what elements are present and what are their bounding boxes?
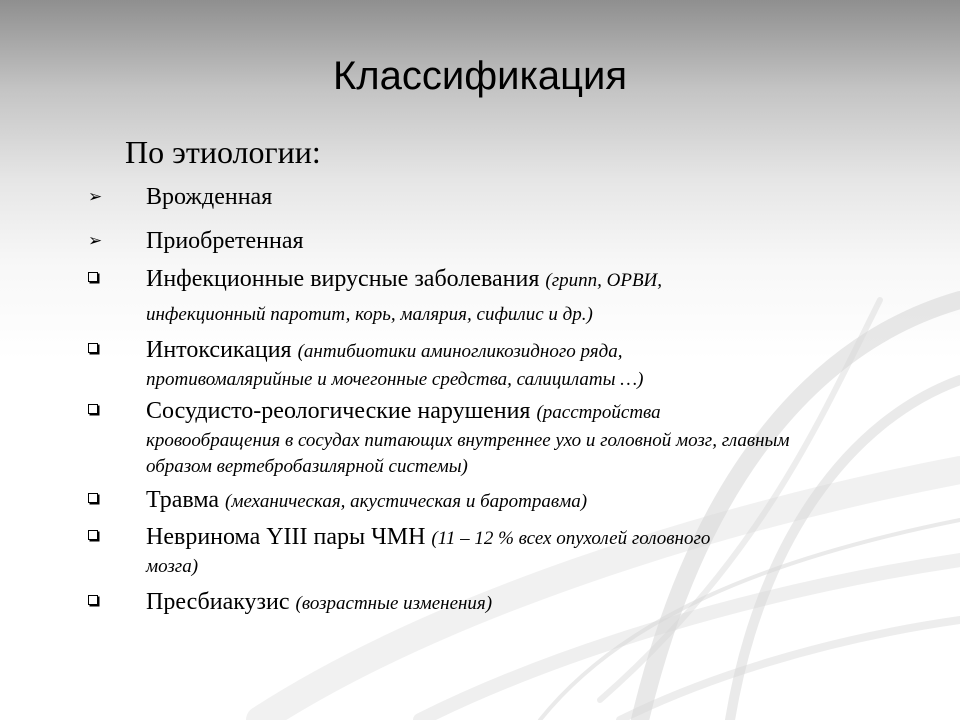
item-note-continuation: мозга): [146, 556, 199, 577]
square-bullet-icon: [88, 530, 98, 540]
item-note-continuation: инфекционный паротит, корь, малярия, сифилис и др.): [146, 304, 593, 325]
item-text: Врожденная: [146, 184, 273, 210]
item-text: Приобретенная: [146, 228, 304, 254]
item-note: (возрастные изменения): [295, 593, 493, 614]
list-item: [146, 485, 846, 517]
item-text: Невринома YIII пары ЧМН: [146, 524, 432, 550]
square-bullet-icon: [88, 493, 98, 503]
slide-subtitle: По этиологии:: [125, 134, 321, 170]
slide-title: Классификация: [332, 54, 628, 98]
arrow-bullet-icon: ➢: [88, 187, 103, 207]
list-item: [146, 522, 846, 580]
list-item: [146, 264, 846, 328]
square-bullet-icon: [88, 272, 98, 282]
item-text: Пресбиакузис: [146, 589, 296, 615]
item-text: Сосудисто-реологические нарушения: [146, 398, 537, 424]
list-item: [146, 182, 846, 212]
item-text: Травма: [146, 487, 225, 513]
list-item: [146, 587, 846, 619]
square-bullet-icon: [88, 404, 98, 414]
list-item: [146, 335, 846, 393]
arrow-bullet-icon: ➢: [88, 231, 103, 251]
item-note-continuation: кровообращения в сосудах питающих внутреннее ухо и головной мозг, главным образом вертебробазилярной системы): [146, 430, 790, 477]
item-text: Инфекционные вирусные заболевания: [146, 266, 546, 292]
square-bullet-icon: [88, 595, 98, 605]
square-bullet-icon: [88, 343, 98, 353]
list-item: [146, 396, 846, 480]
item-note-continuation: противомалярийные и мочегонные средства, салицилаты …): [146, 369, 644, 390]
item-text: Интоксикация: [146, 337, 298, 363]
list-item: [146, 226, 846, 256]
item-note: (расстройства: [536, 402, 661, 423]
item-note: (механическая, акустическая и баротравма): [225, 491, 588, 512]
item-note: (11 – 12 % всех опухолей головного: [431, 528, 711, 549]
item-note: (антибиотики аминогликозидного ряда,: [297, 341, 623, 362]
item-note: (грипп, ОРВИ,: [545, 270, 663, 291]
